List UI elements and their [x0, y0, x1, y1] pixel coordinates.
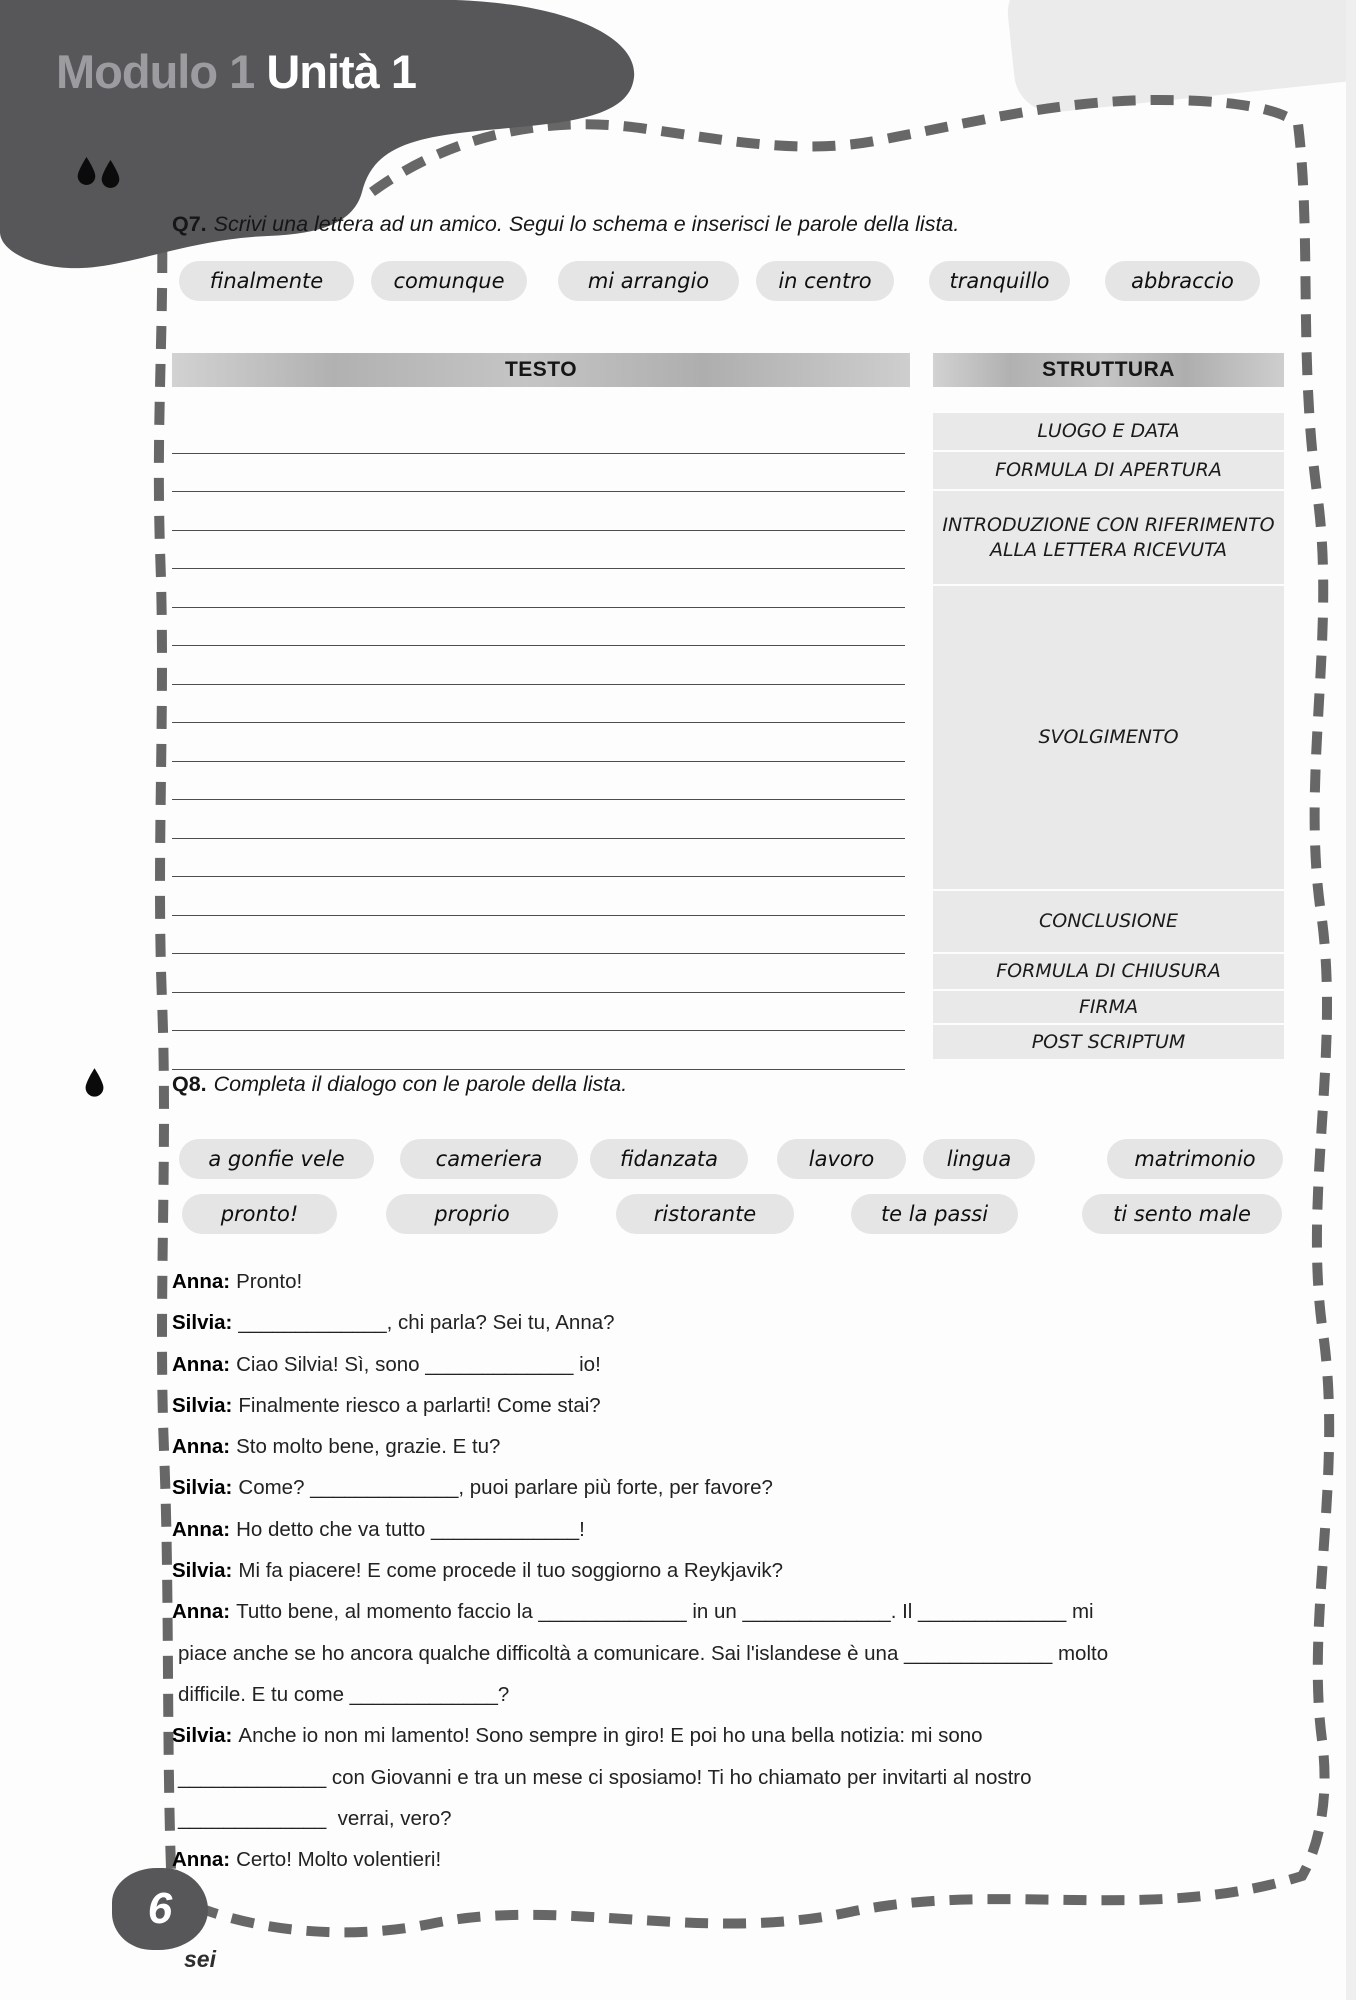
dialogue-line: Silvia: _____________, chi parla? Sei tu, Anna?: [172, 1311, 615, 1335]
word-pill: pronto!: [182, 1194, 337, 1234]
dialogue-line: Silvia: Anche io non mi lamento! Sono sempre in giro! E poi ho una bella notizia: mi sono: [172, 1724, 983, 1748]
structure-box: POST SCRIPTUM: [933, 1025, 1284, 1059]
word-pill: ti sento male: [1082, 1194, 1282, 1234]
header-blob: [0, 0, 700, 280]
testo-header-bar: TESTO: [172, 353, 910, 387]
word-pill: mi arrangio: [558, 261, 739, 301]
word-pill: comunque: [371, 261, 527, 301]
structure-box: SVOLGIMENTO: [933, 586, 1284, 889]
word-pill: a gonfie vele: [179, 1139, 374, 1179]
q8-difficulty-drops: [84, 1068, 105, 1098]
q7-difficulty-drops: [76, 157, 121, 189]
dialogue-line: Anna: Sto molto bene, grazie. E tu?: [172, 1435, 501, 1459]
dialogue-line: Anna: Tutto bene, al momento faccio la _____________ in un _____________. Il _____________ mi: [172, 1600, 1094, 1624]
page-number: 6: [147, 1884, 173, 1933]
letter-writing-lines: [172, 415, 905, 1070]
dialogue-line: Silvia: Finalmente riesco a parlarti! Come stai?: [172, 1393, 601, 1417]
q8-instruction: Completa il dialogo con le parole della lista.: [213, 1072, 628, 1096]
dialogue-line: Anna: Certo! Molto volentieri!: [172, 1848, 442, 1872]
word-pill: cameriera: [400, 1139, 578, 1179]
word-pill: ristorante: [616, 1194, 794, 1234]
dialogue-line: _____________ verrai, vero?: [178, 1806, 452, 1830]
q8-header: [172, 1072, 627, 1097]
page-number-word: sei: [184, 1946, 216, 1972]
dialogue-line: Anna: Ho detto che va tutto _____________!: [172, 1517, 585, 1541]
q8-label: Q8.: [172, 1072, 207, 1096]
word-pill: in centro: [756, 261, 894, 301]
dialogue-line: Silvia: Come? _____________, puoi parlare più forte, per favore?: [172, 1476, 773, 1500]
q7-header: [172, 212, 959, 237]
word-pill: te la passi: [851, 1194, 1018, 1234]
ink-drop-icon: [100, 160, 121, 189]
word-pill: proprio: [386, 1194, 558, 1234]
dialogue-line: piace anche se ho ancora qualche difficoltà a comunicare. Sai l'islandese è una _____________ molto: [178, 1641, 1109, 1665]
structure-box: FORMULA DI CHIUSURA: [933, 954, 1284, 989]
word-pill: matrimonio: [1107, 1139, 1283, 1179]
ink-drop-icon: [84, 1068, 105, 1098]
struttura-header-bar: STRUTTURA: [933, 353, 1284, 387]
structure-box: INTRODUZIONE CON RIFERIMENTO ALLA LETTERA RICEVUTA: [933, 491, 1284, 584]
unit-title: Unità 1: [266, 45, 417, 98]
structure-box: FIRMA: [933, 991, 1284, 1023]
dialogue-line: _____________ con Giovanni e tra un mese ci sposiamo! Ti ho chiamato per invitarti al nostro: [178, 1765, 1032, 1789]
word-pill: lingua: [923, 1139, 1035, 1179]
q7-label: Q7.: [172, 212, 207, 236]
word-pill: finalmente: [179, 261, 354, 301]
ink-drop-icon: [76, 157, 97, 186]
dialogue-line: Anna: Pronto!: [172, 1270, 303, 1293]
q7-instruction: Scrivi una lettera ad un amico. Segui lo schema e inserisci le parole della lista.: [213, 212, 960, 236]
dialogue-line: Anna: Ciao Silvia! Sì, sono _____________ io!: [172, 1352, 601, 1376]
dialogue-line: Silvia: Mi fa piacere! E come procede il tuo soggiorno a Reykjavik?: [172, 1559, 784, 1583]
structure-box: CONCLUSIONE: [933, 891, 1284, 952]
word-pill: lavoro: [777, 1139, 906, 1179]
page-number-blob: [112, 1868, 208, 1950]
word-pill: abbraccio: [1105, 261, 1260, 301]
dialogue-line: difficile. E tu come _____________?: [178, 1682, 510, 1706]
page-title: [56, 44, 416, 99]
structure-box: LUOGO E DATA: [933, 413, 1284, 450]
dialogue: [172, 1270, 1302, 1889]
word-pill: tranquillo: [929, 261, 1070, 301]
module-title: Modulo 1: [56, 45, 255, 98]
word-pill: fidanzata: [590, 1139, 748, 1179]
structure-box: FORMULA DI APERTURA: [933, 452, 1284, 489]
